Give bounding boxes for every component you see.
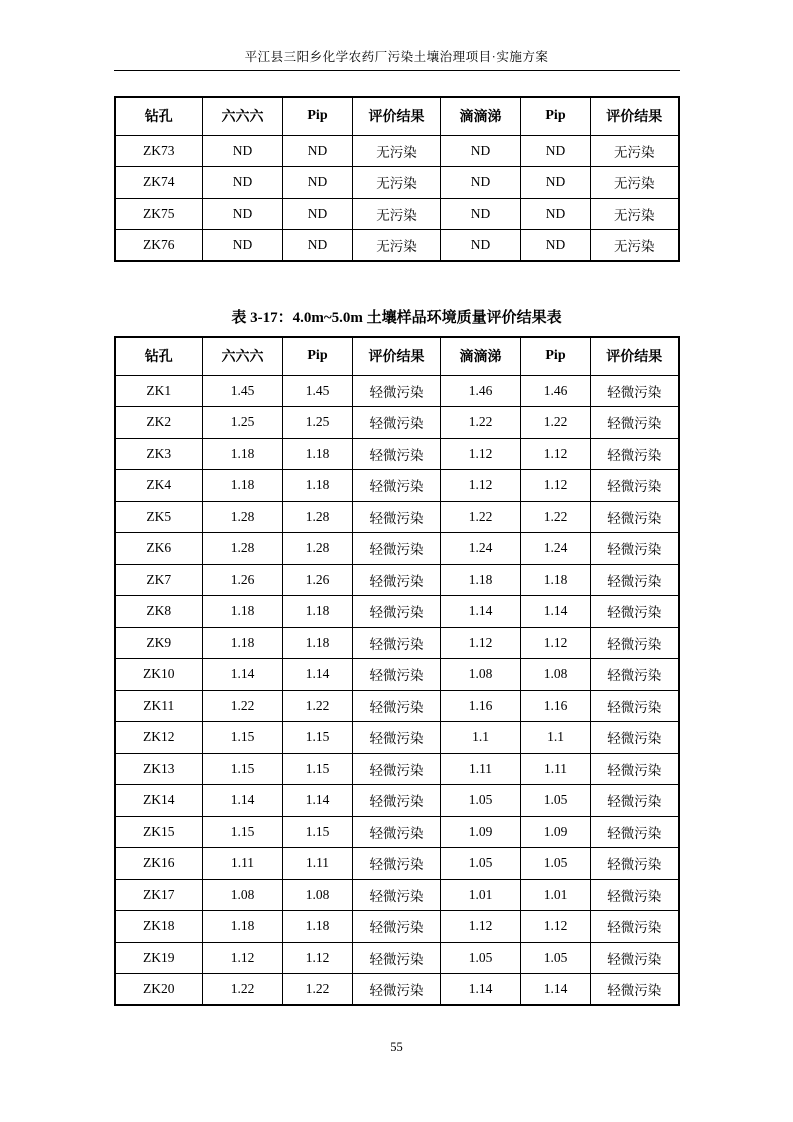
cell-eval-result-2: 无污染 bbox=[591, 230, 679, 262]
cell-drill-hole: ZK8 bbox=[115, 596, 203, 628]
cell-eval-result-2: 轻微污染 bbox=[591, 753, 679, 785]
cell-eval-result: 无污染 bbox=[353, 135, 441, 167]
cell-eval-result-2: 轻微污染 bbox=[591, 438, 679, 470]
cell-pip-2: 1.24 bbox=[521, 533, 591, 565]
cell-eval-result: 轻微污染 bbox=[353, 407, 441, 439]
cell-hch: 1.18 bbox=[203, 438, 283, 470]
cell-eval-result-2: 轻微污染 bbox=[591, 375, 679, 407]
table-row bbox=[115, 879, 679, 911]
cell-ddt: 1.22 bbox=[441, 407, 521, 439]
cell-eval-result: 轻微污染 bbox=[353, 596, 441, 628]
cell-pip: 1.45 bbox=[283, 375, 353, 407]
cell-eval-result-2: 无污染 bbox=[591, 198, 679, 230]
cell-hch: 1.15 bbox=[203, 816, 283, 848]
cell-hch: 1.22 bbox=[203, 690, 283, 722]
cell-eval-result-2: 轻微污染 bbox=[591, 942, 679, 974]
cell-eval-result: 轻微污染 bbox=[353, 753, 441, 785]
cell-pip: 1.12 bbox=[283, 942, 353, 974]
cell-pip: 1.08 bbox=[283, 879, 353, 911]
cell-drill-hole: ZK11 bbox=[115, 690, 203, 722]
cell-eval-result: 轻微污染 bbox=[353, 627, 441, 659]
table-row bbox=[115, 753, 679, 785]
cell-pip-2: 1.08 bbox=[521, 659, 591, 691]
cell-hch: 1.26 bbox=[203, 564, 283, 596]
cell-eval-result: 轻微污染 bbox=[353, 690, 441, 722]
cell-pip: 1.18 bbox=[283, 470, 353, 502]
cell-hch: 1.15 bbox=[203, 753, 283, 785]
cell-pip-2: ND bbox=[521, 198, 591, 230]
cell-pip-2: 1.14 bbox=[521, 974, 591, 1006]
cell-ddt: 1.1 bbox=[441, 722, 521, 754]
table-row bbox=[115, 785, 679, 817]
column-header: 滴滴涕 bbox=[441, 337, 521, 375]
cell-pip: ND bbox=[283, 167, 353, 199]
cell-pip: 1.25 bbox=[283, 407, 353, 439]
cell-drill-hole: ZK15 bbox=[115, 816, 203, 848]
cell-ddt: ND bbox=[441, 230, 521, 262]
column-header: 评价结果 bbox=[353, 337, 441, 375]
soil-eval-table-continued bbox=[114, 96, 680, 262]
cell-pip-2: ND bbox=[521, 135, 591, 167]
cell-pip: 1.14 bbox=[283, 785, 353, 817]
cell-eval-result-2: 轻微污染 bbox=[591, 911, 679, 943]
cell-ddt: 1.14 bbox=[441, 974, 521, 1006]
cell-pip-2: 1.1 bbox=[521, 722, 591, 754]
table-row bbox=[115, 942, 679, 974]
column-header: 评价结果 bbox=[353, 97, 441, 135]
table-row bbox=[115, 659, 679, 691]
column-header: 钻孔 bbox=[115, 97, 203, 135]
cell-drill-hole: ZK9 bbox=[115, 627, 203, 659]
column-header: 六六六 bbox=[203, 337, 283, 375]
cell-ddt: 1.12 bbox=[441, 911, 521, 943]
table-row bbox=[115, 627, 679, 659]
cell-pip: 1.22 bbox=[283, 690, 353, 722]
cell-eval-result-2: 轻微污染 bbox=[591, 879, 679, 911]
column-header: Pip bbox=[283, 97, 353, 135]
table-row bbox=[115, 407, 679, 439]
cell-eval-result: 无污染 bbox=[353, 230, 441, 262]
cell-eval-result: 轻微污染 bbox=[353, 501, 441, 533]
cell-eval-result: 轻微污染 bbox=[353, 942, 441, 974]
cell-drill-hole: ZK16 bbox=[115, 848, 203, 880]
table-row bbox=[115, 438, 679, 470]
table-row bbox=[115, 848, 679, 880]
cell-eval-result-2: 轻微污染 bbox=[591, 596, 679, 628]
cell-drill-hole: ZK14 bbox=[115, 785, 203, 817]
column-header: 滴滴涕 bbox=[441, 97, 521, 135]
cell-hch: ND bbox=[203, 135, 283, 167]
cell-hch: 1.18 bbox=[203, 596, 283, 628]
cell-pip-2: 1.12 bbox=[521, 911, 591, 943]
cell-pip-2: 1.12 bbox=[521, 438, 591, 470]
cell-ddt: ND bbox=[441, 167, 521, 199]
cell-drill-hole: ZK12 bbox=[115, 722, 203, 754]
cell-ddt: 1.14 bbox=[441, 596, 521, 628]
table-row bbox=[115, 974, 679, 1006]
table-row bbox=[115, 596, 679, 628]
cell-eval-result-2: 轻微污染 bbox=[591, 501, 679, 533]
cell-ddt: 1.05 bbox=[441, 785, 521, 817]
cell-eval-result-2: 轻微污染 bbox=[591, 785, 679, 817]
table2-header-row bbox=[115, 337, 679, 375]
cell-pip-2: 1.11 bbox=[521, 753, 591, 785]
cell-drill-hole: ZK10 bbox=[115, 659, 203, 691]
cell-drill-hole: ZK13 bbox=[115, 753, 203, 785]
cell-pip-2: 1.05 bbox=[521, 942, 591, 974]
column-header: Pip bbox=[521, 97, 591, 135]
column-header: 评价结果 bbox=[591, 337, 679, 375]
cell-eval-result: 轻微污染 bbox=[353, 722, 441, 754]
cell-drill-hole: ZK17 bbox=[115, 879, 203, 911]
cell-eval-result-2: 轻微污染 bbox=[591, 722, 679, 754]
table-row bbox=[115, 167, 679, 199]
cell-ddt: ND bbox=[441, 135, 521, 167]
cell-drill-hole: ZK73 bbox=[115, 135, 203, 167]
cell-drill-hole: ZK5 bbox=[115, 501, 203, 533]
cell-pip-2: 1.12 bbox=[521, 470, 591, 502]
cell-eval-result-2: 轻微污染 bbox=[591, 816, 679, 848]
cell-drill-hole: ZK76 bbox=[115, 230, 203, 262]
cell-pip: 1.28 bbox=[283, 501, 353, 533]
page-number: 55 bbox=[390, 1040, 403, 1054]
cell-pip-2: ND bbox=[521, 167, 591, 199]
cell-pip: 1.18 bbox=[283, 627, 353, 659]
cell-eval-result-2: 轻微污染 bbox=[591, 690, 679, 722]
cell-hch: 1.28 bbox=[203, 501, 283, 533]
cell-hch: 1.14 bbox=[203, 785, 283, 817]
cell-ddt: 1.05 bbox=[441, 848, 521, 880]
soil-eval-table-4-5m bbox=[114, 336, 680, 1006]
cell-drill-hole: ZK19 bbox=[115, 942, 203, 974]
cell-ddt: 1.22 bbox=[441, 501, 521, 533]
cell-eval-result: 轻微污染 bbox=[353, 911, 441, 943]
cell-drill-hole: ZK3 bbox=[115, 438, 203, 470]
cell-hch: 1.11 bbox=[203, 848, 283, 880]
cell-drill-hole: ZK4 bbox=[115, 470, 203, 502]
cell-drill-hole: ZK18 bbox=[115, 911, 203, 943]
cell-eval-result: 轻微污染 bbox=[353, 879, 441, 911]
cell-eval-result: 轻微污染 bbox=[353, 659, 441, 691]
cell-pip: 1.28 bbox=[283, 533, 353, 565]
table-row bbox=[115, 470, 679, 502]
cell-hch: 1.45 bbox=[203, 375, 283, 407]
cell-eval-result-2: 轻微污染 bbox=[591, 627, 679, 659]
column-header: Pip bbox=[283, 337, 353, 375]
cell-pip: 1.18 bbox=[283, 596, 353, 628]
cell-ddt: 1.24 bbox=[441, 533, 521, 565]
cell-eval-result: 轻微污染 bbox=[353, 848, 441, 880]
cell-eval-result-2: 轻微污染 bbox=[591, 659, 679, 691]
cell-eval-result-2: 轻微污染 bbox=[591, 470, 679, 502]
cell-drill-hole: ZK2 bbox=[115, 407, 203, 439]
cell-hch: 1.18 bbox=[203, 911, 283, 943]
cell-pip: ND bbox=[283, 230, 353, 262]
cell-ddt: 1.12 bbox=[441, 470, 521, 502]
cell-ddt: 1.01 bbox=[441, 879, 521, 911]
cell-hch: ND bbox=[203, 167, 283, 199]
cell-ddt: 1.08 bbox=[441, 659, 521, 691]
cell-pip-2: 1.14 bbox=[521, 596, 591, 628]
cell-ddt: 1.46 bbox=[441, 375, 521, 407]
cell-ddt: 1.12 bbox=[441, 438, 521, 470]
table-row bbox=[115, 564, 679, 596]
cell-drill-hole: ZK20 bbox=[115, 974, 203, 1006]
cell-ddt: 1.11 bbox=[441, 753, 521, 785]
cell-eval-result-2: 轻微污染 bbox=[591, 848, 679, 880]
cell-drill-hole: ZK6 bbox=[115, 533, 203, 565]
cell-pip: 1.26 bbox=[283, 564, 353, 596]
cell-pip: ND bbox=[283, 135, 353, 167]
column-header: 评价结果 bbox=[591, 97, 679, 135]
cell-ddt: 1.16 bbox=[441, 690, 521, 722]
cell-ddt: ND bbox=[441, 198, 521, 230]
cell-pip-2: 1.16 bbox=[521, 690, 591, 722]
cell-drill-hole: ZK74 bbox=[115, 167, 203, 199]
cell-eval-result: 无污染 bbox=[353, 198, 441, 230]
cell-pip-2: 1.12 bbox=[521, 627, 591, 659]
table-row bbox=[115, 816, 679, 848]
cell-hch: 1.08 bbox=[203, 879, 283, 911]
table-row bbox=[115, 533, 679, 565]
cell-pip-2: 1.22 bbox=[521, 501, 591, 533]
cell-hch: 1.28 bbox=[203, 533, 283, 565]
cell-pip-2: 1.05 bbox=[521, 785, 591, 817]
cell-eval-result: 轻微污染 bbox=[353, 816, 441, 848]
table-row bbox=[115, 230, 679, 262]
cell-eval-result: 轻微污染 bbox=[353, 470, 441, 502]
cell-pip-2: 1.22 bbox=[521, 407, 591, 439]
header-title: 平江县三阳乡化学农药厂污染土壤治理项目·实施方案 bbox=[244, 50, 549, 64]
cell-eval-result-2: 无污染 bbox=[591, 167, 679, 199]
cell-drill-hole: ZK7 bbox=[115, 564, 203, 596]
cell-eval-result-2: 无污染 bbox=[591, 135, 679, 167]
table-row bbox=[115, 198, 679, 230]
cell-pip-2: 1.46 bbox=[521, 375, 591, 407]
cell-hch: 1.12 bbox=[203, 942, 283, 974]
cell-hch: ND bbox=[203, 198, 283, 230]
cell-eval-result: 轻微污染 bbox=[353, 974, 441, 1006]
table-row bbox=[115, 135, 679, 167]
cell-hch: 1.15 bbox=[203, 722, 283, 754]
cell-pip-2: 1.09 bbox=[521, 816, 591, 848]
cell-drill-hole: ZK1 bbox=[115, 375, 203, 407]
cell-eval-result-2: 轻微污染 bbox=[591, 407, 679, 439]
cell-pip: 1.15 bbox=[283, 816, 353, 848]
cell-pip-2: 1.05 bbox=[521, 848, 591, 880]
cell-eval-result-2: 轻微污染 bbox=[591, 974, 679, 1006]
table-row bbox=[115, 690, 679, 722]
cell-ddt: 1.12 bbox=[441, 627, 521, 659]
cell-ddt: 1.18 bbox=[441, 564, 521, 596]
table-row bbox=[115, 501, 679, 533]
cell-pip-2: 1.18 bbox=[521, 564, 591, 596]
column-header: Pip bbox=[521, 337, 591, 375]
cell-pip-2: 1.01 bbox=[521, 879, 591, 911]
cell-eval-result: 轻微污染 bbox=[353, 533, 441, 565]
cell-pip: 1.18 bbox=[283, 438, 353, 470]
column-header: 钻孔 bbox=[115, 337, 203, 375]
cell-pip: 1.15 bbox=[283, 753, 353, 785]
cell-eval-result: 轻微污染 bbox=[353, 785, 441, 817]
table1-header-row bbox=[115, 97, 679, 135]
cell-eval-result-2: 轻微污染 bbox=[591, 564, 679, 596]
cell-pip: 1.18 bbox=[283, 911, 353, 943]
table-row bbox=[115, 722, 679, 754]
cell-eval-result: 轻微污染 bbox=[353, 375, 441, 407]
page-content bbox=[114, 47, 680, 1055]
cell-eval-result: 轻微污染 bbox=[353, 438, 441, 470]
cell-hch: 1.18 bbox=[203, 470, 283, 502]
cell-hch: 1.22 bbox=[203, 974, 283, 1006]
table-row bbox=[115, 375, 679, 407]
cell-pip: 1.22 bbox=[283, 974, 353, 1006]
cell-pip: 1.11 bbox=[283, 848, 353, 880]
table2-caption: 表 3-17：4.0m~5.0m 土壤样品环境质量评价结果表 bbox=[231, 310, 562, 326]
cell-ddt: 1.09 bbox=[441, 816, 521, 848]
cell-pip: ND bbox=[283, 198, 353, 230]
page-header bbox=[114, 47, 680, 71]
cell-hch: ND bbox=[203, 230, 283, 262]
cell-pip: 1.14 bbox=[283, 659, 353, 691]
cell-pip-2: ND bbox=[521, 230, 591, 262]
cell-ddt: 1.05 bbox=[441, 942, 521, 974]
cell-eval-result-2: 轻微污染 bbox=[591, 533, 679, 565]
table-row bbox=[115, 911, 679, 943]
cell-hch: 1.25 bbox=[203, 407, 283, 439]
cell-eval-result: 无污染 bbox=[353, 167, 441, 199]
cell-pip: 1.15 bbox=[283, 722, 353, 754]
cell-hch: 1.14 bbox=[203, 659, 283, 691]
cell-eval-result: 轻微污染 bbox=[353, 564, 441, 596]
cell-drill-hole: ZK75 bbox=[115, 198, 203, 230]
column-header: 六六六 bbox=[203, 97, 283, 135]
cell-hch: 1.18 bbox=[203, 627, 283, 659]
